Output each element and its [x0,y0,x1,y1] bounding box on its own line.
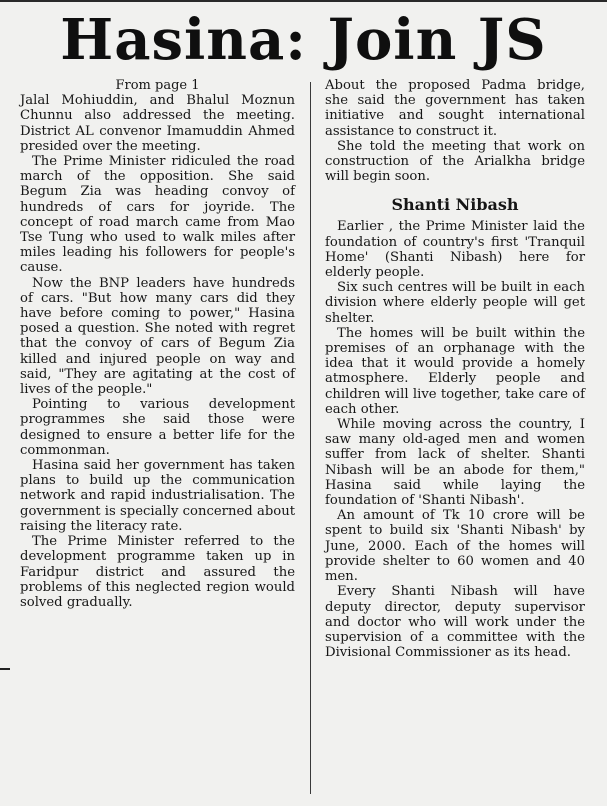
paragraph: While moving across the country, I saw many old-aged men and women suffer from lack of shelter. Shanti Nibash will be an abode for them," Hasina said while laying the foundation of 'Shanti Nibash'. [325,417,585,509]
paragraph: The Prime Minister referred to the development programme taken up in Faridpur district and assured the problems of this neglected region would solved gradually. [20,534,295,610]
paragraph: Hasina said her government has taken plans to build up the communication network and rapid industrialisation. The government is specially concerned about raising the literacy rate. [20,458,295,534]
subheading: Shanti Nibash [391,195,519,215]
paragraph: Jalal Mohiuddin, and Bhalul Moznun Chunnu also addressed the meeting. District AL convenor Imamuddin Ahmed presided over the meeting. [20,93,295,154]
paragraph: Every Shanti Nibash will have deputy director, deputy supervisor and doctor who will work under the supervision of a committee with the Divisional Commissioner as its head. [325,584,585,661]
paragraph: Earlier , the Prime Minister laid the foundation of country's first 'Tranquil Home' (Shanti Nibash) here for elderly people. [325,219,585,281]
left-column [20,78,295,610]
continuation-label: From page 1 [115,78,200,93]
paragraph: Now the BNP leaders have hundreds of cars. "But how many cars did they have before coming to power," Hasina posed a question. She noted with regret that the convoy of cars of Begum Zia killed and injured people on way and said, "They are agitating at the cost of lives of the people." [20,275,295,398]
margin-mark [0,668,10,670]
column-divider [310,82,311,794]
paragraph: The Prime Minister ridiculed the road march of the opposition. She said Begum Zia was heading convoy of hundreds of cars for joyride. The concept of road march came from Mao Tse Tung who used to walk miles after miles leading his followers for people's cause. [20,154,295,276]
paragraph: She told the meeting that work on construction of the Arialkha bridge will begin soon. [325,138,585,185]
paragraph: The homes will be built within the premises of an orphanage with the idea that it would provide a homely atmosphere. Elderly people and children will live together, take care of each other. [325,325,585,417]
right-column [325,78,585,660]
top-rule [0,0,607,2]
paragraph: Six such centres will be built in each division where elderly people will get shelter. [325,280,585,326]
paragraph: About the proposed Padma bridge, she said the government has taken initiative and sought international assistance to construct it. [325,78,585,139]
paragraph: An amount of Tk 10 crore will be spent to build six 'Shanti Nibash' by June, 2000. Each of the homes will provide shelter to 60 women and 40 men. [325,508,585,585]
headline: Hasina: Join JS [60,7,547,73]
paragraph: Pointing to various development programmes she said those were designed to ensure a better life for the commonman. [20,397,295,458]
